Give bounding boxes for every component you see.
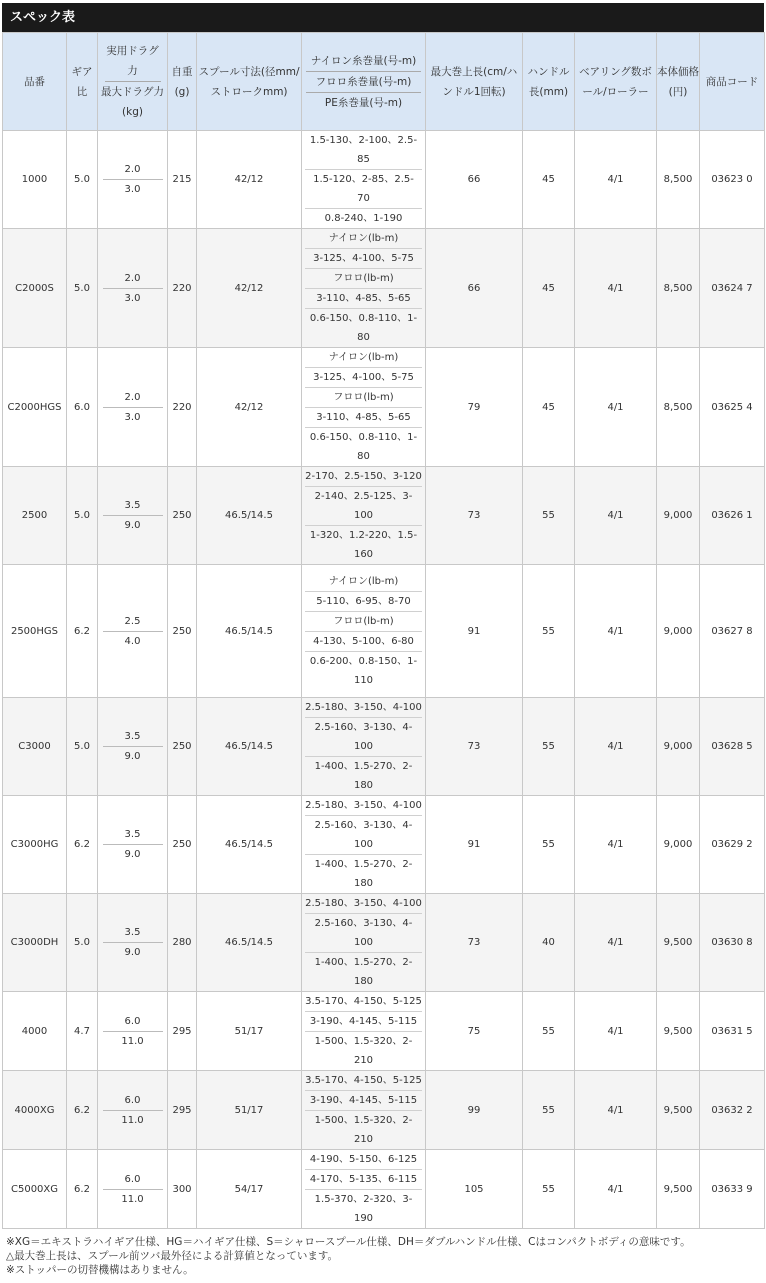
cell-gear: 5.0 (67, 698, 98, 796)
line-capacity-entry: 1-320、1.2-220、1.5-160 (305, 525, 422, 564)
cell-model: C5000XG (3, 1150, 67, 1229)
line-capacity-entry: 2-170、2.5-150、3-120 (305, 471, 422, 482)
drag-max: 4.0 (124, 635, 141, 647)
table-row (3, 1150, 765, 1229)
line-capacity-list (302, 1071, 425, 1149)
cell-code: 03633 9 (700, 1150, 765, 1229)
header-line-nylon: ナイロン糸巻量(号-m) (306, 51, 421, 72)
drag-practical: 2.0 (103, 269, 163, 289)
line-capacity-entry: 3-190、4-145、5-115 (305, 1011, 422, 1031)
drag-values (103, 825, 163, 864)
line-capacity-entry: 5-110、6-95、8-70 (305, 591, 422, 611)
line-capacity-entry: 4-170、5-135、6-115 (305, 1169, 422, 1189)
line-capacity-entry: 3.5-170、4-150、5-125 (305, 996, 422, 1007)
line-capacity-list (302, 894, 425, 991)
cell-handle: 55 (523, 796, 575, 894)
cell-bearing: 4/1 (575, 796, 657, 894)
cell-price: 8,500 (657, 348, 700, 467)
line-capacity-entry: 2.5-160、3-130、4-100 (305, 717, 422, 756)
cell-spool: 46.5/14.5 (197, 796, 302, 894)
cell-line-capacity (302, 1150, 426, 1229)
cell-spool: 46.5/14.5 (197, 467, 302, 565)
line-capacity-entry: 0.6-150、0.8-110、1-80 (305, 308, 422, 347)
line-capacity-entry: 1-400、1.5-270、2-180 (305, 854, 422, 893)
cell-weight: 295 (168, 992, 197, 1071)
cell-retrieve: 79 (426, 348, 523, 467)
line-capacity-entry: 2-140、2.5-125、3-100 (305, 486, 422, 525)
line-capacity-list (302, 992, 425, 1070)
spec-table-body (3, 131, 765, 1229)
cell-bearing: 4/1 (575, 698, 657, 796)
cell-spool: 46.5/14.5 (197, 565, 302, 698)
drag-practical: 2.5 (103, 612, 163, 632)
line-capacity-entry: 1-500、1.5-320、2-210 (305, 1031, 422, 1070)
header-gear: ギア比 (67, 33, 98, 131)
cell-code: 03632 2 (700, 1071, 765, 1150)
cell-gear: 6.2 (67, 796, 98, 894)
drag-max: 3.0 (124, 184, 141, 195)
cell-price: 9,500 (657, 1071, 700, 1150)
line-capacity-entry: 3.5-170、4-150、5-125 (305, 1075, 422, 1086)
drag-max: 9.0 (124, 520, 141, 531)
cell-spool: 46.5/14.5 (197, 894, 302, 992)
line-capacity-entry: 0.8-240、1-190 (305, 208, 422, 228)
cell-code: 03631 5 (700, 992, 765, 1071)
footnote: ※ストッパーの切替機構はありません。 (6, 1264, 194, 1276)
cell-code: 03624 7 (700, 229, 765, 348)
cell-bearing: 4/1 (575, 348, 657, 467)
cell-line-capacity (302, 796, 426, 894)
header-bearing: ベアリング数ボール/ローラー (575, 33, 657, 131)
cell-handle: 45 (523, 229, 575, 348)
cell-retrieve: 66 (426, 229, 523, 348)
drag-values (103, 612, 163, 651)
header-spool: スプール寸法(径mm/ストロークmm) (197, 33, 302, 131)
cell-price: 9,500 (657, 894, 700, 992)
cell-price: 9,500 (657, 992, 700, 1071)
cell-model: 4000 (3, 992, 67, 1071)
spec-table (2, 32, 765, 1229)
line-capacity-entry: ナイロン(lb-m) (328, 233, 399, 244)
header-line-fluoro: フロロ糸巻量(号-m) (306, 72, 421, 93)
header-model: 品番 (3, 33, 67, 131)
cell-gear: 5.0 (67, 131, 98, 229)
cell-drag (98, 348, 168, 467)
drag-values (103, 388, 163, 427)
cell-model: 4000XG (3, 1071, 67, 1150)
cell-line-capacity (302, 992, 426, 1071)
line-capacity-entry: 1-500、1.5-320、2-210 (305, 1110, 422, 1149)
line-capacity-entry: ナイロン(lb-m) (328, 576, 399, 587)
cell-spool: 42/12 (197, 131, 302, 229)
drag-practical: 3.5 (103, 825, 163, 845)
header-drag-practical: 実用ドラグ力 (105, 41, 161, 82)
cell-spool: 42/12 (197, 229, 302, 348)
drag-practical: 3.5 (103, 727, 163, 747)
cell-model: C2000HGS (3, 348, 67, 467)
line-capacity-entry: 2.5-160、3-130、4-100 (305, 815, 422, 854)
line-capacity-entry: 2.5-160、3-130、4-100 (305, 913, 422, 952)
cell-weight: 220 (168, 229, 197, 348)
line-capacity-entry: 0.6-200、0.8-150、1-110 (305, 651, 422, 690)
cell-model: 1000 (3, 131, 67, 229)
cell-price: 8,500 (657, 131, 700, 229)
line-capacity-list (302, 698, 425, 795)
line-capacity-entry: 3-110、4-85、5-65 (305, 407, 422, 427)
cell-spool: 46.5/14.5 (197, 698, 302, 796)
cell-drag (98, 131, 168, 229)
cell-handle: 55 (523, 1150, 575, 1229)
line-capacity-list (302, 131, 425, 228)
cell-bearing: 4/1 (575, 229, 657, 348)
drag-max: 11.0 (121, 1114, 144, 1126)
table-row (3, 229, 765, 348)
cell-bearing: 4/1 (575, 992, 657, 1071)
line-capacity-entry: 3-110、4-85、5-65 (305, 288, 422, 308)
line-capacity-entry: 1-400、1.5-270、2-180 (305, 756, 422, 795)
cell-line-capacity (302, 229, 426, 348)
line-capacity-entry: 3-125、4-100、5-75 (305, 248, 422, 268)
line-capacity-entry: フロロ(lb-m) (305, 611, 422, 631)
cell-weight: 280 (168, 894, 197, 992)
table-row (3, 1071, 765, 1150)
cell-price: 9,000 (657, 796, 700, 894)
table-row (3, 992, 765, 1071)
cell-price: 9,000 (657, 698, 700, 796)
cell-model: 2500HGS (3, 565, 67, 698)
drag-max: 9.0 (124, 849, 141, 860)
cell-drag (98, 565, 168, 698)
cell-line-capacity (302, 894, 426, 992)
drag-practical: 2.0 (103, 160, 163, 180)
cell-weight: 295 (168, 1071, 197, 1150)
cell-code: 03629 2 (700, 796, 765, 894)
cell-code: 03630 8 (700, 894, 765, 992)
drag-practical: 6.0 (103, 1170, 163, 1190)
cell-drag (98, 467, 168, 565)
cell-handle: 45 (523, 131, 575, 229)
cell-handle: 55 (523, 467, 575, 565)
header-line-capacity (302, 33, 426, 131)
cell-handle: 55 (523, 992, 575, 1071)
table-row (3, 348, 765, 467)
drag-values (103, 923, 163, 962)
cell-model: C3000HG (3, 796, 67, 894)
line-capacity-entry: 0.6-150、0.8-110、1-80 (305, 427, 422, 466)
cell-code: 03628 5 (700, 698, 765, 796)
drag-values (103, 496, 163, 535)
table-row (3, 796, 765, 894)
cell-price: 9,000 (657, 565, 700, 698)
line-capacity-entry: 1-400、1.5-270、2-180 (305, 952, 422, 991)
cell-bearing: 4/1 (575, 894, 657, 992)
spec-sheet (2, 3, 764, 1283)
drag-max: 3.0 (124, 411, 141, 423)
cell-drag (98, 698, 168, 796)
cell-gear: 6.2 (67, 1071, 98, 1150)
cell-weight: 220 (168, 348, 197, 467)
cell-handle: 40 (523, 894, 575, 992)
cell-gear: 5.0 (67, 467, 98, 565)
cell-retrieve: 73 (426, 894, 523, 992)
table-row (3, 698, 765, 796)
cell-line-capacity (302, 565, 426, 698)
cell-retrieve: 73 (426, 698, 523, 796)
drag-practical: 6.0 (103, 1012, 163, 1032)
cell-retrieve: 73 (426, 467, 523, 565)
cell-model: C3000 (3, 698, 67, 796)
cell-line-capacity (302, 348, 426, 467)
cell-bearing: 4/1 (575, 1150, 657, 1229)
line-capacity-entry: 4-190、5-150、6-125 (309, 1154, 418, 1165)
footnote: ※XG＝エキストラハイギア仕様、HG＝ハイギア仕様、S＝シャロースプール仕様、DH＝ダブルハンドル仕様、Cはコンパクトボディの意味です。 (6, 1236, 691, 1248)
cell-drag (98, 1071, 168, 1150)
header-retrieve: 最大巻上長(cm/ハンドル1回転) (426, 33, 523, 131)
drag-max: 11.0 (121, 1035, 144, 1047)
cell-drag (98, 796, 168, 894)
table-row (3, 894, 765, 992)
line-capacity-entry: 2.5-180、3-150、4-100 (305, 800, 422, 811)
cell-gear: 4.7 (67, 992, 98, 1071)
table-row (3, 565, 765, 698)
cell-price: 9,000 (657, 467, 700, 565)
cell-code: 03625 4 (700, 348, 765, 467)
table-row (3, 131, 765, 229)
section-title: スペック表 (2, 3, 764, 32)
cell-price: 8,500 (657, 229, 700, 348)
line-capacity-entry: 3-125、4-100、5-75 (305, 367, 422, 387)
cell-retrieve: 105 (426, 1150, 523, 1229)
header-code: 商品コード (700, 33, 765, 131)
cell-retrieve: 75 (426, 992, 523, 1071)
cell-weight: 215 (168, 131, 197, 229)
drag-max: 11.0 (121, 1193, 144, 1205)
cell-gear: 6.0 (67, 348, 98, 467)
cell-retrieve: 91 (426, 565, 523, 698)
cell-weight: 250 (168, 796, 197, 894)
line-capacity-list (302, 229, 425, 347)
header-drag-unit: (kg) (122, 106, 143, 118)
cell-weight: 250 (168, 698, 197, 796)
cell-code: 03623 0 (700, 131, 765, 229)
line-capacity-list (302, 467, 425, 564)
cell-spool: 51/17 (197, 992, 302, 1071)
cell-handle: 55 (523, 565, 575, 698)
cell-weight: 250 (168, 467, 197, 565)
drag-practical: 3.5 (103, 923, 163, 943)
cell-spool: 51/17 (197, 1071, 302, 1150)
cell-drag (98, 992, 168, 1071)
cell-line-capacity (302, 1071, 426, 1150)
line-capacity-list (302, 796, 425, 893)
drag-values (103, 269, 163, 308)
cell-code: 03627 8 (700, 565, 765, 698)
drag-practical: 3.5 (103, 496, 163, 516)
drag-values (103, 1091, 163, 1130)
cell-weight: 250 (168, 565, 197, 698)
cell-gear: 5.0 (67, 894, 98, 992)
cell-drag (98, 1150, 168, 1229)
line-capacity-entry: 2.5-180、3-150、4-100 (305, 898, 422, 909)
drag-max: 3.0 (124, 292, 141, 304)
line-capacity-entry: 1.5-370、2-320、3-190 (305, 1189, 422, 1228)
cell-gear: 6.2 (67, 565, 98, 698)
header-drag-max: 最大ドラグ力 (101, 86, 164, 98)
line-capacity-list (302, 572, 425, 690)
cell-line-capacity (302, 467, 426, 565)
cell-drag (98, 894, 168, 992)
cell-line-capacity (302, 131, 426, 229)
drag-max: 9.0 (124, 751, 141, 762)
drag-values (103, 727, 163, 766)
cell-bearing: 4/1 (575, 565, 657, 698)
line-capacity-entry: 4-130、5-100、6-80 (305, 631, 422, 651)
cell-gear: 5.0 (67, 229, 98, 348)
drag-values (103, 1012, 163, 1051)
cell-line-capacity (302, 698, 426, 796)
drag-max: 9.0 (124, 947, 141, 958)
line-capacity-entry: フロロ(lb-m) (305, 387, 422, 407)
line-capacity-entry: ナイロン(lb-m) (328, 352, 399, 363)
cell-model: 2500 (3, 467, 67, 565)
line-capacity-entry: フロロ(lb-m) (305, 268, 422, 288)
footnote: △最大巻上長は、スプール前ツバ最外径による計算値となっています。 (6, 1250, 338, 1262)
drag-values (103, 1170, 163, 1209)
cell-bearing: 4/1 (575, 467, 657, 565)
drag-practical: 2.0 (103, 388, 163, 408)
line-capacity-entry: 1.5-120、2-85、2.5-70 (305, 169, 422, 208)
header-handle: ハンドル長(mm) (523, 33, 575, 131)
header-weight: 自重(g) (168, 33, 197, 131)
cell-price: 9,500 (657, 1150, 700, 1229)
cell-model: C3000DH (3, 894, 67, 992)
cell-weight: 300 (168, 1150, 197, 1229)
cell-handle: 45 (523, 348, 575, 467)
table-row (3, 467, 765, 565)
cell-handle: 55 (523, 698, 575, 796)
line-capacity-list (302, 1150, 425, 1228)
cell-code: 03626 1 (700, 467, 765, 565)
cell-handle: 55 (523, 1071, 575, 1150)
header-line-pe: PE糸巻量(号-m) (324, 96, 403, 109)
drag-values (103, 160, 163, 199)
cell-spool: 42/12 (197, 348, 302, 467)
line-capacity-entry: 2.5-180、3-150、4-100 (305, 702, 422, 713)
cell-spool: 54/17 (197, 1150, 302, 1229)
cell-gear: 6.2 (67, 1150, 98, 1229)
header-price: 本体価格(円) (657, 33, 700, 131)
cell-drag (98, 229, 168, 348)
cell-retrieve: 91 (426, 796, 523, 894)
cell-bearing: 4/1 (575, 131, 657, 229)
line-capacity-entry: 1.5-130、2-100、2.5-85 (309, 135, 418, 165)
cell-bearing: 4/1 (575, 1071, 657, 1150)
footnotes (2, 1229, 764, 1283)
line-capacity-list (302, 348, 425, 466)
cell-retrieve: 99 (426, 1071, 523, 1150)
line-capacity-entry: 3-190、4-145、5-115 (305, 1090, 422, 1110)
cell-retrieve: 66 (426, 131, 523, 229)
header-drag (98, 33, 168, 131)
drag-practical: 6.0 (103, 1091, 163, 1111)
cell-model: C2000S (3, 229, 67, 348)
